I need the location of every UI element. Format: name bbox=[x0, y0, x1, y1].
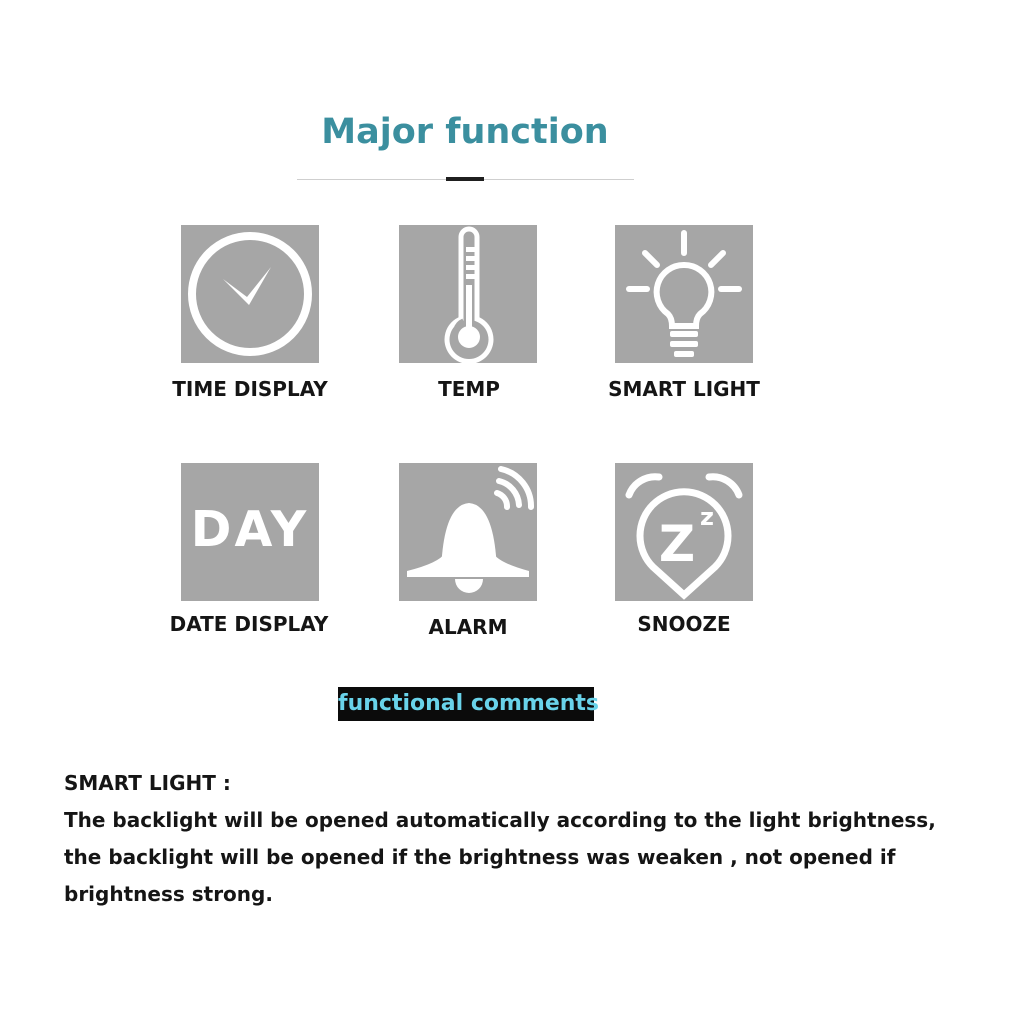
comments-section bbox=[64, 765, 944, 913]
function-label-date-display: DATE DISPLAY bbox=[169, 612, 329, 636]
thermometer-icon bbox=[399, 225, 537, 363]
comments-line-1: The backlight will be opened automatically according to the light brightness, bbox=[64, 808, 936, 832]
function-label-alarm: ALARM bbox=[428, 615, 508, 639]
function-label-temp: TEMP bbox=[438, 377, 500, 401]
date-display-tile bbox=[181, 463, 319, 601]
alarm-tile bbox=[399, 463, 537, 601]
clock-icon bbox=[181, 225, 319, 363]
comments-heading: SMART LIGHT : bbox=[64, 771, 231, 795]
snooze-z-small: z bbox=[700, 503, 714, 531]
snooze-tile bbox=[615, 463, 753, 601]
time-display-tile bbox=[181, 225, 319, 363]
smart-light-tile bbox=[615, 225, 753, 363]
function-label-time-display: TIME DISPLAY bbox=[172, 377, 328, 401]
light-bulb-icon bbox=[615, 225, 753, 363]
title-accent-bar bbox=[446, 177, 484, 181]
comments-line-3: brightness strong. bbox=[64, 882, 273, 906]
function-label-snooze: SNOOZE bbox=[637, 612, 731, 636]
function-label-smart-light: SMART LIGHT bbox=[608, 377, 760, 401]
snooze-z-large: Z bbox=[658, 515, 696, 573]
snooze-icon bbox=[615, 463, 753, 601]
day-text-icon: DAY bbox=[190, 501, 310, 558]
comments-line-2: the backlight will be opened if the brightness was weaken , not opened if bbox=[64, 845, 896, 869]
page-title: Major function bbox=[321, 112, 609, 152]
functional-comments-badge: functional comments bbox=[338, 687, 594, 721]
bell-icon bbox=[399, 463, 537, 601]
temp-tile bbox=[399, 225, 537, 363]
